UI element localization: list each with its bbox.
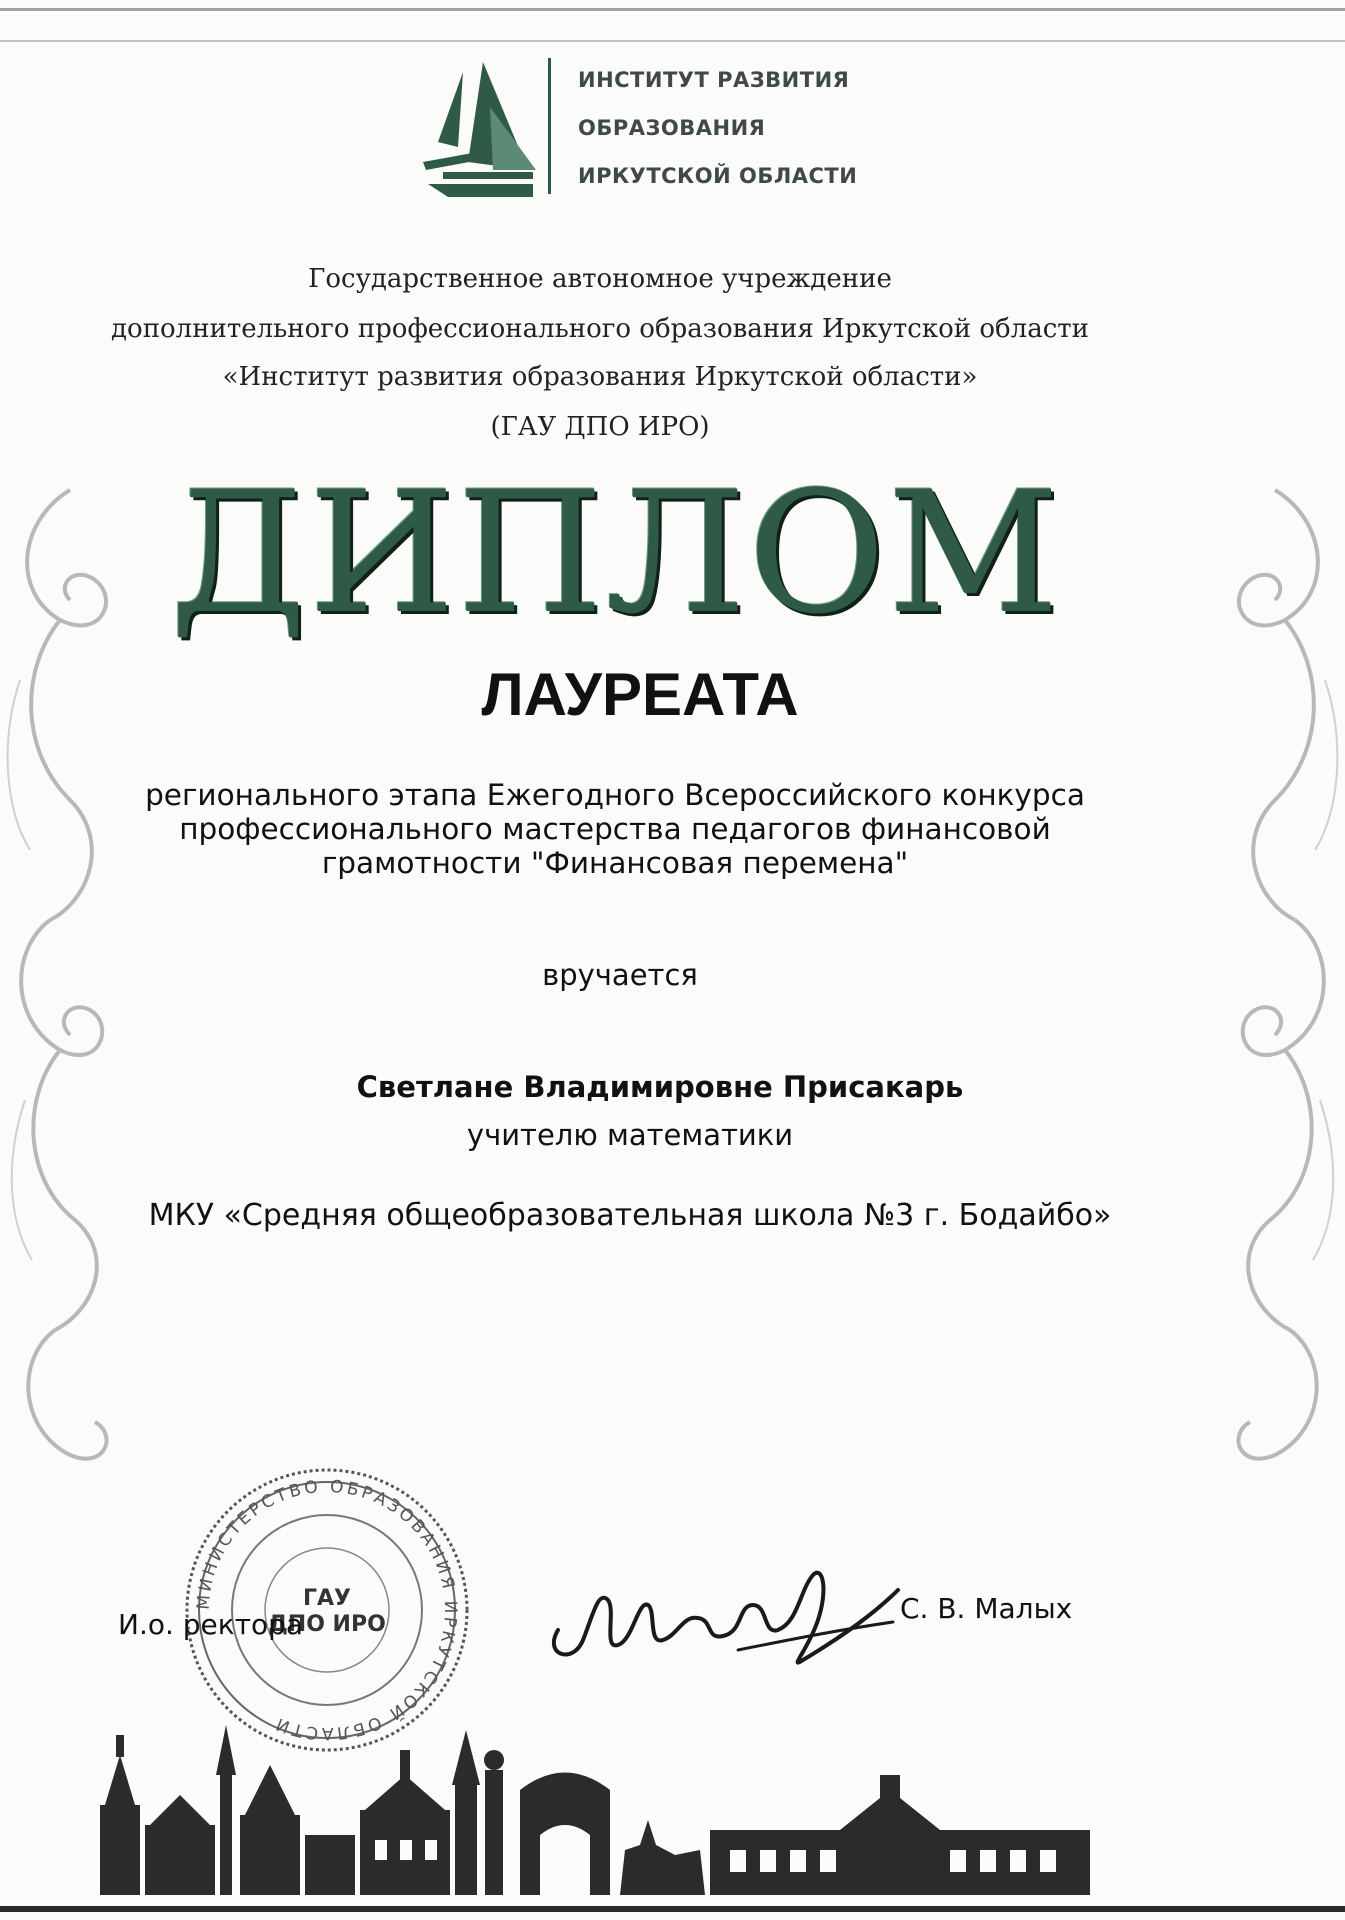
recipient-school: МКУ «Средняя общеобразовательная школа №3 г. Бодайбо» bbox=[148, 1198, 1112, 1233]
awarded-label: вручается bbox=[542, 958, 698, 992]
recipient-position: учителю математики bbox=[466, 1118, 794, 1152]
seal-center-line-1: ГАУ bbox=[302, 1586, 352, 1611]
recipient-name: Светлане Владимировне Присакарь bbox=[356, 1070, 964, 1104]
seal-center-line-2: ДПО ИРО bbox=[268, 1612, 386, 1637]
contest-description bbox=[90, 778, 1140, 880]
diploma-subtitle: ЛАУРЕАТА bbox=[481, 661, 799, 728]
org-line-1: Государственное автономное учреждение bbox=[308, 264, 892, 294]
seal-ring-text: МИНИСТЕРСТВО ОБРАЗОВАНИЯ ИРКУТСКОЙ ОБЛАСТИ bbox=[193, 1476, 461, 1744]
contest-line-3: грамотности "Финансовая перемена" bbox=[321, 846, 909, 880]
handwritten-signature bbox=[538, 1560, 908, 1680]
city-skyline-silhouette bbox=[100, 1715, 1100, 1895]
right-flourish-ornament bbox=[1185, 480, 1345, 1500]
org-line-3: «Институт развития образования Иркутской области» bbox=[222, 362, 978, 392]
logo-line-3: ИРКУТСКОЙ ОБЛАСТИ bbox=[578, 164, 858, 188]
contest-line-2: профессионального мастерства педагогов финансовой bbox=[179, 812, 1051, 846]
scan-edge-line bbox=[0, 40, 1345, 42]
logo-wordmark bbox=[578, 56, 908, 200]
org-abbreviation: (ГАУ ДПО ИРО) bbox=[490, 412, 710, 442]
signatory-role: И.о. ректора bbox=[118, 1608, 304, 1641]
contest-line-1: регионального этапа Ежегодного Всероссийского конкурса bbox=[145, 778, 1085, 812]
diploma-title: ДИПЛОМ bbox=[170, 455, 1062, 651]
left-flourish-ornament bbox=[0, 480, 160, 1500]
logo-line-2: ОБРАЗОВАНИЯ bbox=[578, 116, 766, 140]
org-line-2: дополнительного профессионального образования Иркутской области bbox=[111, 314, 1089, 344]
signatory-name: С. В. Малых bbox=[900, 1592, 1073, 1625]
logo-divider bbox=[548, 58, 551, 194]
logo-line-1: ИНСТИТУТ РАЗВИТИЯ bbox=[578, 68, 850, 92]
scan-edge-bottom bbox=[0, 1906, 1345, 1912]
institute-logo-icon bbox=[408, 52, 558, 200]
scan-edge-top bbox=[0, 8, 1345, 11]
